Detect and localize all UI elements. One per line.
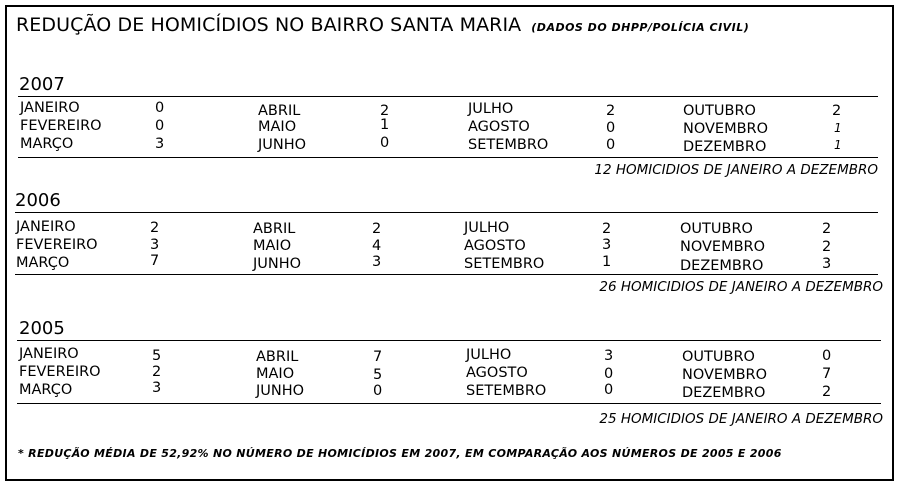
month-label: JUNHO: [258, 137, 307, 153]
month-label: FEVEREIRO: [16, 237, 98, 253]
month-value: 3: [604, 348, 614, 364]
month-label: JANEIRO: [19, 346, 79, 362]
month-value: 2: [602, 221, 612, 237]
month-label: FEVEREIRO: [20, 118, 102, 134]
month-label: DEZEMBRO: [682, 385, 766, 401]
month-label: MARÇO: [19, 382, 73, 398]
month-value: 1: [834, 121, 842, 135]
month-value: 3: [155, 136, 165, 152]
month-label: MARÇO: [20, 136, 74, 152]
month-label: ABRIL: [253, 221, 296, 237]
month-value: 0: [606, 137, 616, 153]
month-value: 2: [150, 220, 160, 236]
month-value: 5: [373, 367, 383, 383]
month-label: DEZEMBRO: [683, 139, 767, 155]
source-note: (DADOS DO DHPP/POLÍCIA CIVIL): [531, 21, 750, 34]
month-value: 7: [150, 253, 160, 269]
month-label: MAIO: [256, 366, 295, 382]
month-value: 0: [373, 383, 383, 399]
month-value: 0: [155, 100, 165, 116]
section-rule-bottom-2007: [18, 157, 878, 158]
month-value: 1: [380, 117, 390, 133]
month-value: 7: [373, 349, 383, 365]
month-value: 0: [604, 382, 614, 398]
month-label: JUNHO: [253, 256, 302, 272]
section-rule-bottom-2005: [17, 403, 881, 404]
month-value: 0: [604, 366, 614, 382]
footnote: * REDUÇÃO MÉDIA DE 52,92% NO NÚMERO DE HOMICÍDIOS EM 2007, EM COMPARAÇÃO AOS NÚMEROS DE 2005 E 2006: [18, 447, 782, 460]
month-label: NOVEMBRO: [683, 121, 769, 137]
month-value: 0: [606, 120, 616, 136]
month-value: 2: [822, 239, 832, 255]
month-label: FEVEREIRO: [19, 364, 101, 380]
month-label: MAIO: [253, 238, 292, 254]
year-heading-2007: 2007: [19, 74, 65, 95]
month-value: 5: [152, 348, 162, 364]
month-label: ABRIL: [258, 103, 301, 119]
month-label: AGOSTO: [468, 119, 530, 135]
month-label: JULHO: [468, 101, 514, 117]
section-rule-top-2005: [17, 340, 881, 341]
month-value: 2: [832, 103, 842, 119]
month-label: OUTUBRO: [682, 349, 755, 365]
month-value: 0: [822, 348, 832, 364]
month-value: 2: [372, 221, 382, 237]
month-value: 3: [152, 380, 162, 396]
month-value: 0: [155, 118, 165, 134]
month-value: 1: [602, 254, 612, 270]
month-value: 2: [822, 221, 832, 237]
month-label: ABRIL: [256, 349, 299, 365]
month-label: MARÇO: [16, 255, 70, 271]
year-heading-2006: 2006: [15, 190, 61, 211]
section-total-2007: 12 HOMICIDIOS DE JANEIRO A DEZEMBRO: [594, 162, 878, 178]
section-total-2005: 25 HOMICIDIOS DE JANEIRO A DEZEMBRO: [599, 411, 883, 427]
month-value: 3: [150, 237, 160, 253]
month-label: AGOSTO: [464, 238, 526, 254]
month-value: 2: [380, 103, 390, 119]
month-label: NOVEMBRO: [682, 367, 768, 383]
month-label: DEZEMBRO: [680, 258, 764, 274]
month-value: 2: [822, 384, 832, 400]
month-value: 3: [372, 254, 382, 270]
section-rule-top-2007: [18, 96, 878, 97]
month-label: OUTUBRO: [683, 103, 756, 119]
month-value: 0: [380, 135, 390, 151]
month-value: 3: [602, 237, 612, 253]
month-value: 3: [822, 256, 832, 272]
month-label: NOVEMBRO: [680, 239, 766, 255]
section-total-2006: 26 HOMICIDIOS DE JANEIRO A DEZEMBRO: [599, 279, 883, 295]
month-label: AGOSTO: [466, 365, 528, 381]
month-value: 2: [606, 103, 616, 119]
month-label: MAIO: [258, 119, 297, 135]
section-rule-bottom-2006: [15, 274, 878, 275]
month-label: OUTUBRO: [680, 221, 753, 237]
month-label: SETEMBRO: [468, 137, 549, 153]
title-text: REDUÇÃO DE HOMICÍDIOS NO BAIRRO SANTA MARIA: [16, 14, 522, 36]
month-label: JANEIRO: [20, 100, 80, 116]
month-label: SETEMBRO: [464, 256, 545, 272]
month-label: JUNHO: [256, 383, 305, 399]
month-value: 2: [152, 364, 162, 380]
month-label: JULHO: [466, 347, 512, 363]
month-value: 1: [834, 138, 842, 152]
month-label: JANEIRO: [16, 219, 76, 235]
section-rule-top-2006: [15, 212, 878, 213]
page-title: [16, 14, 749, 36]
month-value: 7: [822, 366, 832, 382]
month-value: 4: [372, 238, 382, 254]
month-label: JULHO: [464, 220, 510, 236]
year-heading-2005: 2005: [19, 318, 65, 339]
month-label: SETEMBRO: [466, 383, 547, 399]
